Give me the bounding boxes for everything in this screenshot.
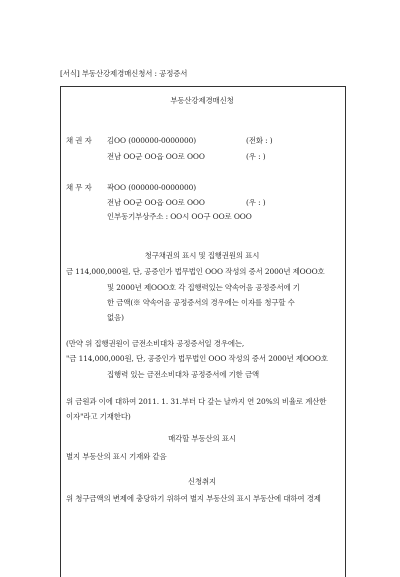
debtor-registry-address: 인부동기부상주소 : OO시 OO구 OO로 OOO bbox=[107, 212, 252, 221]
debtor-address: 전남 OO군 OO읍 OO로 OOO bbox=[107, 198, 205, 207]
interest-line: 이자"라고 기재한다) bbox=[66, 412, 131, 421]
alt-line: (만약 위 집행권원이 금전소비대차 공정증서일 경우에는, bbox=[66, 339, 245, 348]
creditor-label: 채 권 자 bbox=[66, 136, 92, 145]
debtor-label: 채 무 자 bbox=[66, 183, 92, 192]
creditor-name: 김OO (000000-0000000) bbox=[107, 136, 196, 145]
debtor-name: 곽OO (000000-0000000) bbox=[107, 183, 196, 192]
property-text: 별지 부동산의 표시 기재와 같음 bbox=[66, 452, 167, 461]
creditor-phone: (전화 : ) bbox=[246, 136, 273, 145]
property-heading: 매각할 부동산의 표시 bbox=[168, 434, 236, 443]
alt-line: 집행력 있는 금전소비대차 공정증서에 기한 금액 bbox=[107, 370, 260, 379]
claim-line: 없음) bbox=[107, 313, 124, 322]
claim-heading: 청구채권의 표시 및 집행권원의 표시 bbox=[144, 251, 260, 260]
claim-line: 금 114,000,000원, 단, 공증인가 법무법인 OOO 작성의 증서 2000년 제OOO호 bbox=[66, 267, 325, 276]
alt-line: "금 114,000,000원, 단, 공증인가 법무법인 OOO 작성의 증서 2000년 제OOO호 bbox=[66, 354, 328, 363]
interest-line: 위 금원과 이에 대하여 2011. 1. 31.부터 다 갚는 날까지 연 20%의 비율로 계산한 bbox=[66, 397, 327, 406]
document-title: 부동산강제경매신청 bbox=[170, 96, 234, 105]
claim-line: 및 2000년 제OOO호 각 집행력있는 약속어음 공정증서에 기 bbox=[107, 283, 300, 292]
purpose-text: 위 청구금액의 변제에 충당하기 위하여 별지 부동산의 표시 부동산에 대하여 경제 bbox=[66, 494, 321, 503]
purpose-heading: 신청취지 bbox=[187, 477, 217, 486]
creditor-zip: (우 : ) bbox=[246, 152, 266, 161]
claim-line: 한 금액(※ 약속어음 공정증서의 경우에는 이자를 청구할 수 bbox=[107, 298, 295, 307]
form-header: [서식] 부동산강제경매신청서 : 공정증서 bbox=[60, 69, 188, 78]
creditor-address: 전남 OO군 OO읍 OO로 OOO bbox=[107, 152, 205, 161]
debtor-zip: (우 : ) bbox=[246, 198, 266, 207]
